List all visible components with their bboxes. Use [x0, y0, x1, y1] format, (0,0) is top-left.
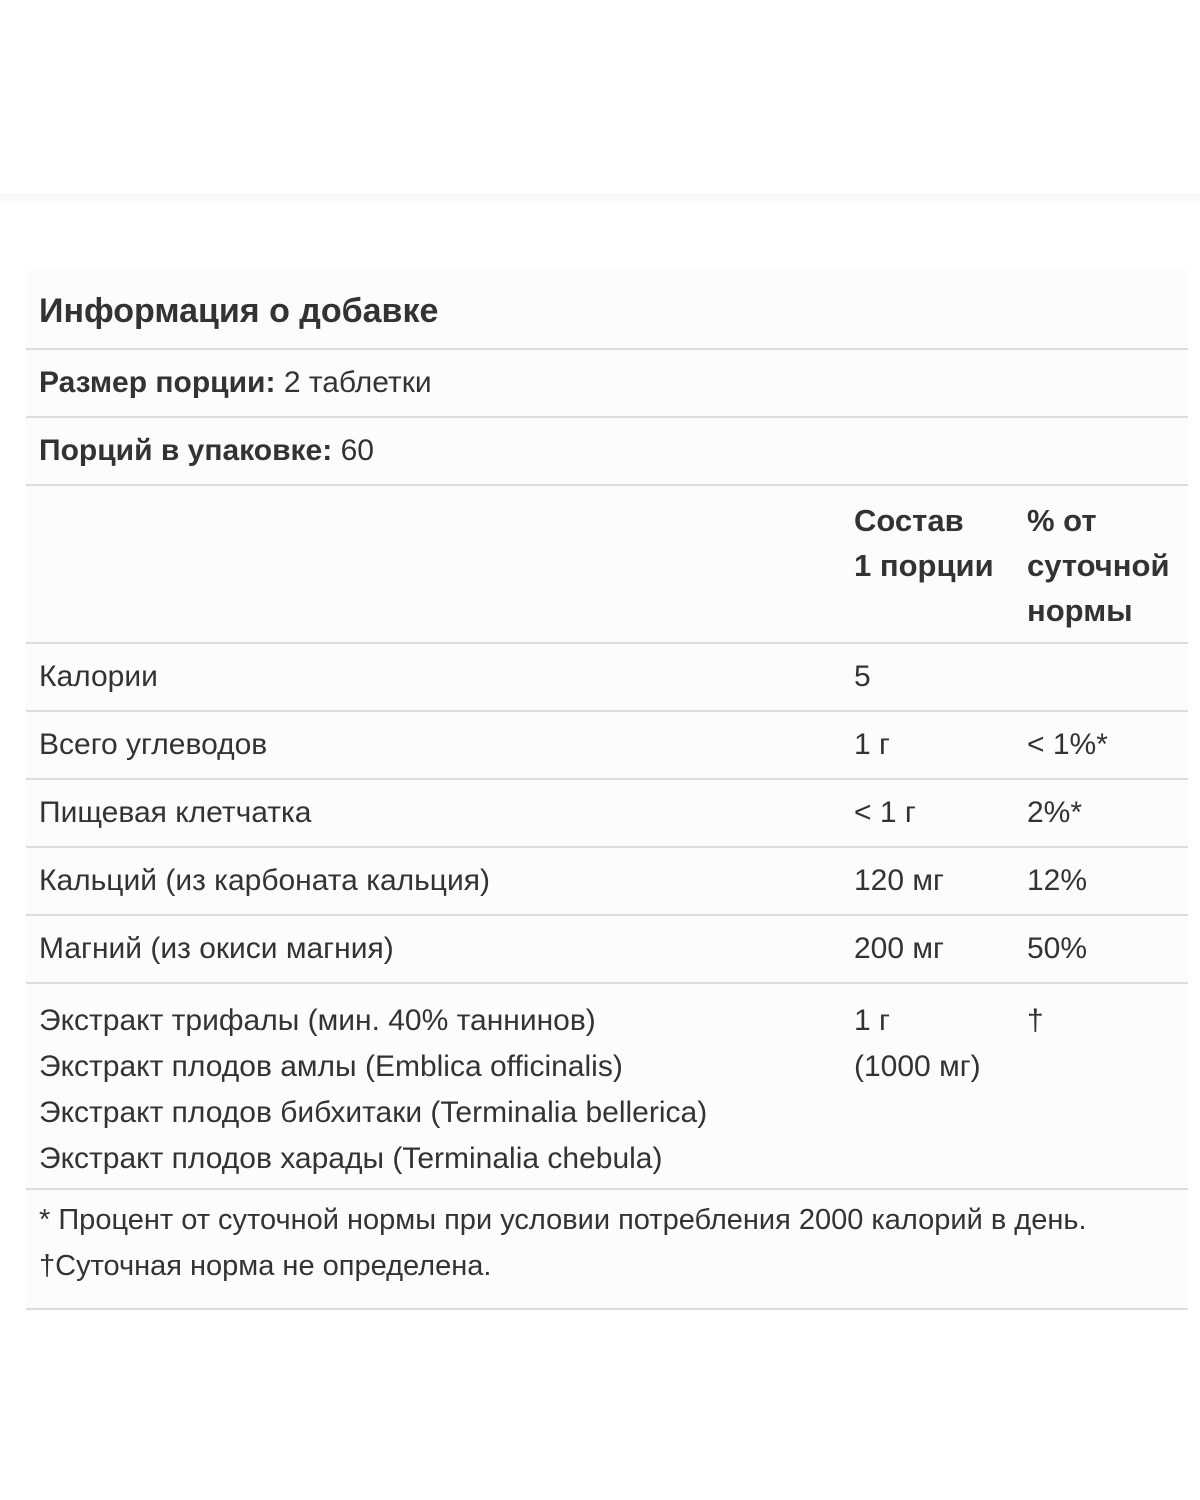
nutrient-name: Пищевая клетчатка [39, 796, 312, 829]
table-row [26, 916, 1188, 984]
table-row [26, 848, 1188, 916]
blend-line: Экстракт плодов бибхитаки (Terminalia bellerica) [39, 1096, 708, 1129]
nutrient-name: Магний (из окиси магния) [39, 932, 394, 965]
blend-amount-grams: 1 г [854, 1004, 890, 1037]
blend-daily-value: † [1027, 1004, 1044, 1037]
nutrient-name: Всего углеводов [39, 728, 268, 761]
nutrient-amount: 1 г [854, 728, 890, 761]
serving-size-value: 2 таблетки [283, 366, 432, 399]
nutrient-name: Калории [39, 660, 158, 693]
servings-value: 60 [340, 434, 374, 467]
nutrient-daily-value: 2%* [1027, 796, 1083, 829]
blend-row [26, 984, 1188, 1190]
table-row [26, 712, 1188, 780]
blend-amount-mg: (1000 мг) [854, 1050, 981, 1083]
table-row [26, 780, 1188, 848]
supplement-facts-panel [26, 270, 1188, 1310]
nutrient-name: Кальций (из карбоната кальция) [39, 864, 490, 897]
nutrient-amount: 200 мг [854, 932, 944, 965]
top-divider-band [0, 194, 1200, 206]
nutrient-daily-value: 12% [1027, 864, 1088, 897]
nutrient-amount: < 1 г [854, 796, 916, 829]
panel-title: Информация о добавке [39, 292, 439, 330]
blend-line: Экстракт плодов амлы (Emblica officinalis) [39, 1050, 623, 1083]
table-header-row [26, 486, 1188, 644]
footnote-not-established: †Суточная норма не определена. [39, 1250, 492, 1282]
nutrient-daily-value: 50% [1027, 932, 1088, 965]
nutrient-amount: 120 мг [854, 864, 944, 897]
blend-line: Экстракт трифалы (мин. 40% таннинов) [39, 1004, 596, 1037]
blend-amount [854, 998, 981, 1090]
header-daily-value: % от суточной нормы [1027, 503, 1170, 628]
serving-size-row [26, 350, 1188, 418]
blend-line: Экстракт плодов харады (Terminalia chebula) [39, 1142, 663, 1175]
nutrient-amount: 5 [854, 660, 871, 693]
title-row [26, 270, 1188, 350]
table-row [26, 644, 1188, 712]
serving-size [39, 366, 432, 400]
servings-label: Порций в упаковке: [39, 434, 333, 467]
serving-size-label: Размер порции: [39, 366, 276, 399]
header-amount-per-serving: Состав 1 порции [854, 503, 994, 583]
footnotes-row [26, 1190, 1188, 1310]
footnote-daily-value: * Процент от суточной нормы при условии потребления 2000 калорий в день. [39, 1204, 1087, 1236]
blend-ingredients [39, 998, 707, 1182]
nutrient-daily-value: < 1%* [1027, 728, 1108, 761]
servings-per-container [39, 434, 374, 468]
servings-per-container-row [26, 418, 1188, 486]
